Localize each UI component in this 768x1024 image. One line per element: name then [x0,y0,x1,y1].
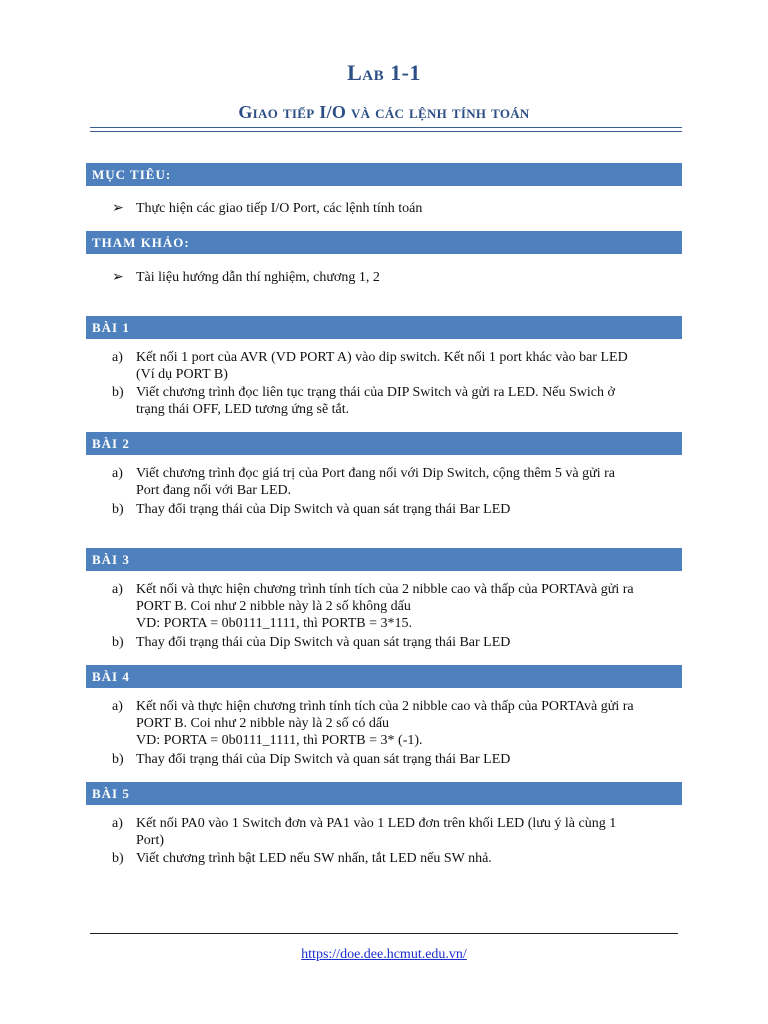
list-item-bai3-a [112,581,682,632]
item-line: (Ví dụ PORT B) [136,367,228,382]
item-line: PORT B. Coi như 2 nibble này là 2 số có dấu [136,716,390,731]
item-line: Kết nối 1 port của AVR (VD PORT A) vào dip switch. Kết nối 1 port khác vào bar LED [136,350,628,365]
title-rule-top [90,127,682,128]
bullet-text: Tài liệu hướng dẫn thí nghiệm, chương 1, 2 [136,270,380,285]
item-line: Thay đổi trạng thái của Dip Switch và quan sát trạng thái Bar LED [136,635,511,650]
page-title: Lab 1-1 [347,60,421,85]
item-line: Thay đổi trạng thái của Dip Switch và quan sát trạng thái Bar LED [136,502,511,517]
item-line: Kết nối PA0 vào 1 Switch đơn và PA1 vào 1 LED đơn trên khối LED (lưu ý là cùng 1 [136,816,617,831]
section-heading-bai-5: BÀI 5 [86,782,682,805]
item-marker: b) [112,635,124,650]
section-heading-muc-tieu: MỤC TIÊU: [86,163,682,186]
list-item-bai4-a [112,698,682,749]
page-subtitle: Giao tiếp I/O và các lệnh tính toán [238,102,530,122]
list-item-bai1-a [112,349,682,383]
item-line: Port) [136,833,164,848]
section-heading-bai-2: BÀI 2 [86,432,682,455]
item-line: Viết chương trình bật LED nếu SW nhấn, tắt LED nếu SW nhả. [136,851,492,866]
bullet-muc-tieu [112,200,672,217]
footer-rule [90,933,678,934]
list-item-bai1-b [112,384,682,418]
section-heading-bai-4: BÀI 4 [86,665,682,688]
item-line: VD: PORTA = 0b0111_1111, thì PORTB = 3* (-1). [136,733,423,748]
list-item-bai5-a [112,815,682,849]
item-line: Viết chương trình đọc liên tục trạng thái của DIP Switch và gửi ra LED. Nếu Swich ở [136,385,615,400]
list-item-bai3-b [112,634,682,651]
item-line: VD: PORTA = 0b0111_1111, thì PORTB = 3*15. [136,616,413,631]
item-marker: a) [112,582,123,597]
bullet-text: Thực hiện các giao tiếp I/O Port, các lệnh tính toán [136,201,423,216]
item-marker: b) [112,752,124,767]
item-line: trạng thái OFF, LED tương ứng sẽ tắt. [136,402,350,417]
item-marker: b) [112,851,124,866]
title-rule-bottom [90,131,682,132]
item-marker: a) [112,699,123,714]
list-item-bai2-b [112,501,682,518]
item-line: Kết nối và thực hiện chương trình tính tích của 2 nibble cao và thấp của PORTAvà gửi ra [136,582,634,597]
item-marker: a) [112,466,123,481]
list-item-bai5-b [112,850,682,867]
item-line: Viết chương trình đọc giá trị của Port đang nối với Dip Switch, cộng thêm 5 và gửi ra [136,466,615,481]
list-item-bai2-a [112,465,682,499]
bullet-tham-khao [112,269,672,286]
item-line: Thay đổi trạng thái của Dip Switch và quan sát trạng thái Bar LED [136,752,511,767]
item-marker: a) [112,350,123,365]
footer-link[interactable]: https://doe.dee.hcmut.edu.vn/ [301,947,467,962]
item-marker: a) [112,816,123,831]
item-line: PORT B. Coi như 2 nibble này là 2 số không dấu [136,599,411,614]
item-line: Kết nối và thực hiện chương trình tính tích của 2 nibble cao và thấp của PORTAvà gửi ra [136,699,634,714]
item-marker: b) [112,502,124,517]
section-heading-tham-khao: THAM KHẢO: [86,231,682,254]
arrow-bullet-icon: ➢ [112,201,124,216]
list-item-bai4-b [112,751,682,768]
section-heading-bai-1: BÀI 1 [86,316,682,339]
item-marker: b) [112,385,124,400]
item-line: Port đang nối với Bar LED. [136,483,292,498]
arrow-bullet-icon: ➢ [112,270,124,285]
section-heading-bai-3: BÀI 3 [86,548,682,571]
